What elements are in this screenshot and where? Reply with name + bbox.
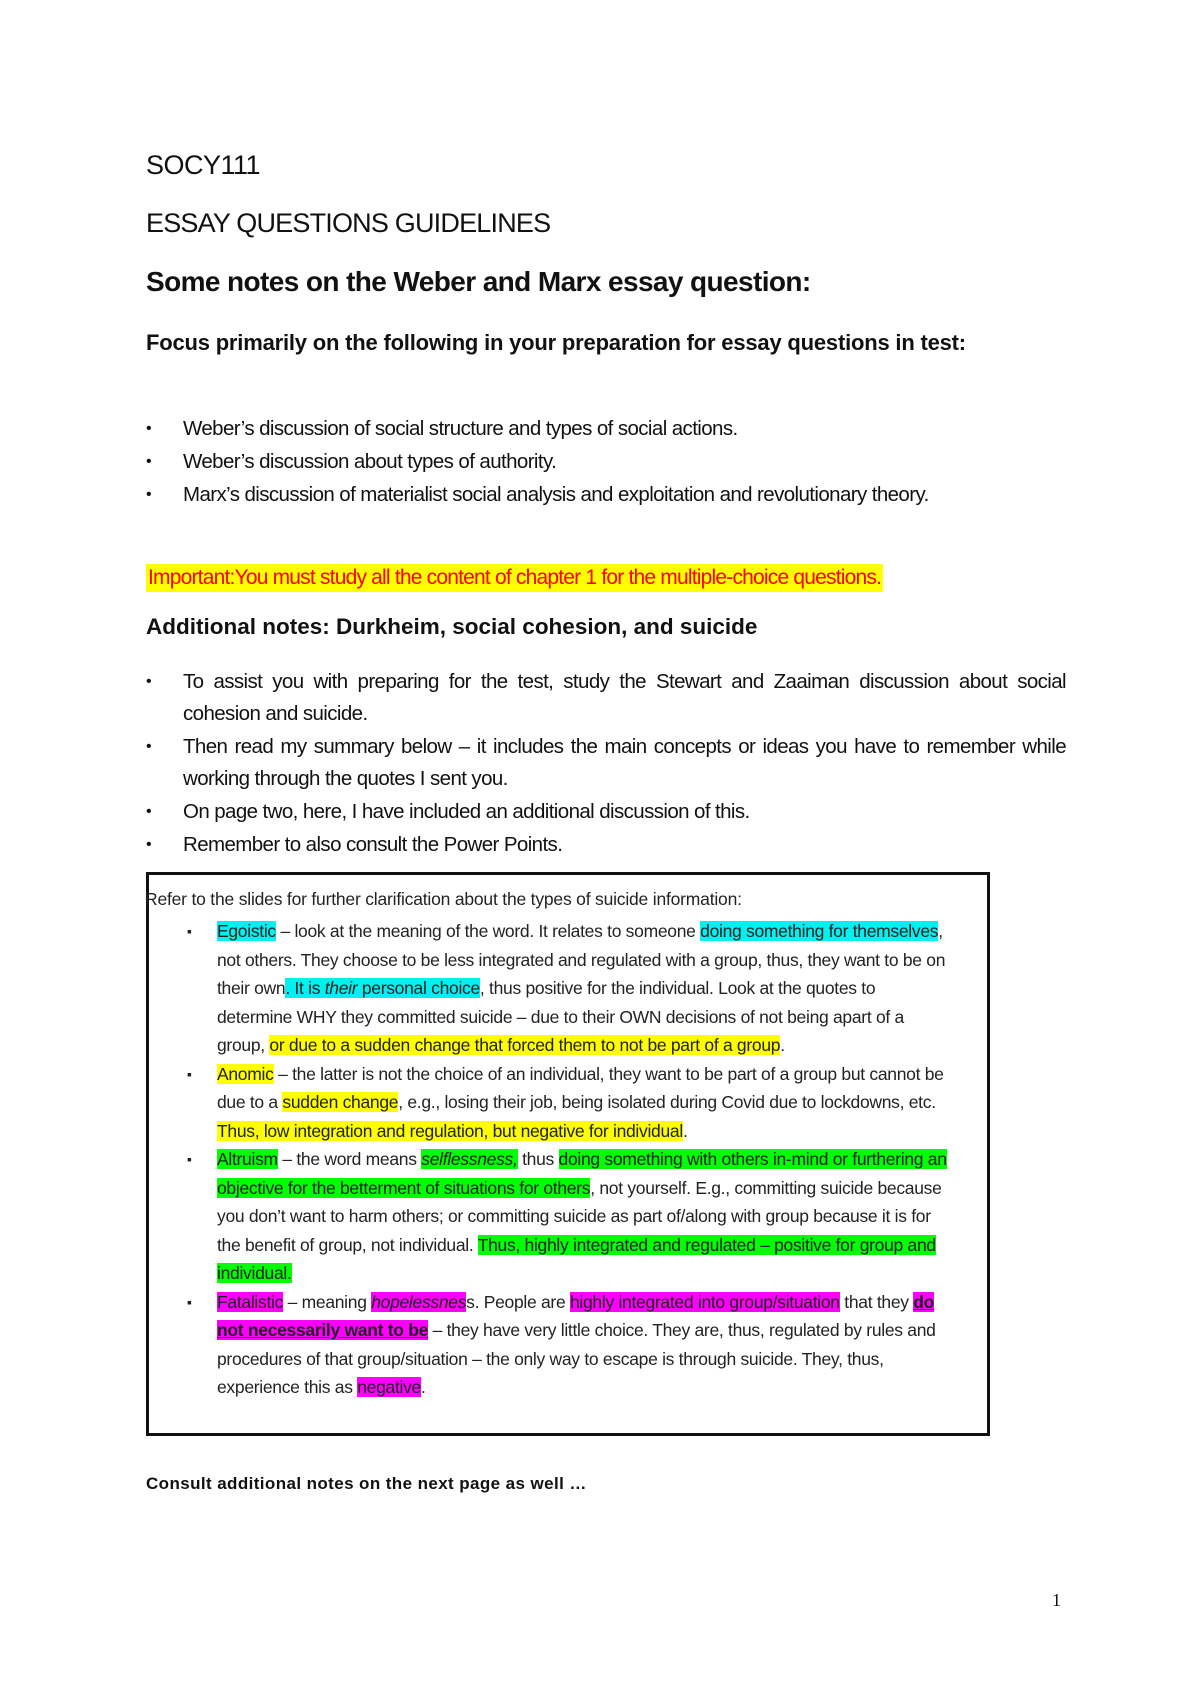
page-number: 1 [1052, 1590, 1061, 1610]
highlight: or due to a sudden change that forced them to not be part of a group [269, 1035, 781, 1055]
list-item: • Remember to also consult the Power Points. [146, 829, 1066, 861]
term-egoistic: Egoistic [217, 921, 276, 941]
highlight: Thus, highly integrated and regulated – positive for group and individual. [217, 1234, 936, 1283]
highlight: negative [357, 1377, 421, 1397]
bullet-icon: • [146, 803, 152, 820]
square-bullet-icon: ▪ [187, 923, 192, 939]
square-bullet-icon: ▪ [187, 1065, 192, 1082]
additional-notes-heading: Additional notes: Durkheim, social cohesion, and suicide [146, 614, 758, 639]
bullet-icon: • [146, 486, 152, 503]
consult-next-page-note: Consult additional notes on the next page as well … [146, 1474, 587, 1493]
egoistic-item: ▪ Egoistic – look at the meaning of the word. It relates to someone doing something for themselves, not others. They choose to be less integrated and regulated with a group, thus, they want to be on their own. It is their personal choice, thus positive for the individual. Look at the quotes to determine WHY they committed suicide – due to their OWN decisions of not being apart of a group, or due to a sudden change that forced them to not be part of a group. [187, 917, 947, 1060]
highlight: hopelessnes [371, 1291, 467, 1312]
section-heading-weber-marx: Some notes on the Weber and Marx essay question: [146, 266, 811, 297]
bullet-icon: • [146, 836, 152, 853]
list-item: • Weber’s discussion of social structure and types of social actions. [146, 413, 1006, 445]
list-item: • Marx’s discussion of materialist social analysis and exploitation and revolutionary theory. [146, 479, 1006, 511]
highlight: do not necessarily want to be [217, 1291, 935, 1340]
important-note: Important:You must study all the content of chapter 1 for the multiple-choice questions. [146, 564, 883, 592]
focus-list [146, 413, 1006, 512]
bullet-icon: • [146, 420, 152, 437]
altruism-item: ▪ Altruism – the word means selflessness, thus doing something with others in-mind or furthering an objective for the betterment of situations for others, not yourself. E.g., committing suicide because you don’t want to harm others; or committing suicide as part of/along with group because it is for the benefit of group, not individual. Thus, highly integrated and regulated – positive for group and individual. [187, 1145, 947, 1288]
term-fatalistic: Fatalistic [217, 1291, 284, 1312]
square-bullet-icon: ▪ [187, 1293, 192, 1310]
course-code: SOCY111 [146, 150, 261, 180]
bullet-icon: • [146, 673, 152, 690]
list-item: • To assist you with preparing for the test, study the Stewart and Zaaiman discussion about social cohesion and suicide. [146, 666, 1066, 730]
highlight: sudden change [282, 1092, 399, 1112]
highlight: doing something for themselves [700, 921, 939, 941]
bullet-icon: • [146, 738, 152, 755]
suicide-types-summary-box [146, 872, 990, 1436]
highlight: . It is their personal choice [285, 978, 480, 998]
summary-intro: Refer to the slides for further clarification about the types of suicide information: [145, 889, 742, 909]
highlight: Thus, low integration and regulation, but negative for individual [217, 1120, 683, 1141]
focus-instruction: Focus primarily on the following in your preparation for essay questions in test: [146, 330, 966, 355]
highlight: selflessness, [421, 1149, 518, 1169]
highlight: highly integrated into group/situation [569, 1291, 840, 1312]
additional-notes-list [146, 666, 1066, 862]
anomic-item: ▪ Anomic – the latter is not the choice of an individual, they want to be part of a group but cannot be due to a sudden change, e.g., losing their job, being isolated during Covid due to lockdowns, etc. Thus, low integration and regulation, but negative for individual. [187, 1060, 947, 1146]
list-item: • On page two, here, I have included an additional discussion of this. [146, 796, 1066, 828]
document-title: ESSAY QUESTIONS GUIDELINES [146, 208, 551, 238]
suicide-types-list [187, 917, 947, 1402]
list-item: • Weber’s discussion about types of authority. [146, 446, 1006, 478]
list-item: • Then read my summary below – it includes the main concepts or ideas you have to remember while working through the quotes I sent you. [146, 731, 1066, 795]
highlight: doing something with others in-mind or furthering an objective for the betterment of situations for others [217, 1149, 947, 1198]
fatalistic-item: ▪ Fatalistic – meaning hopelessness. People are highly integrated into group/situation that they do not necessarily want to be – they have very little choice. They are, thus, regulated by rules and procedures of that group/situation – the only way to escape is through suicide. They, thus, experience this as negative. [187, 1288, 947, 1402]
term-altruism: Altruism [217, 1149, 278, 1169]
square-bullet-icon: ▪ [187, 1151, 192, 1167]
bullet-icon: • [146, 453, 152, 470]
term-anomic: Anomic [217, 1063, 274, 1084]
